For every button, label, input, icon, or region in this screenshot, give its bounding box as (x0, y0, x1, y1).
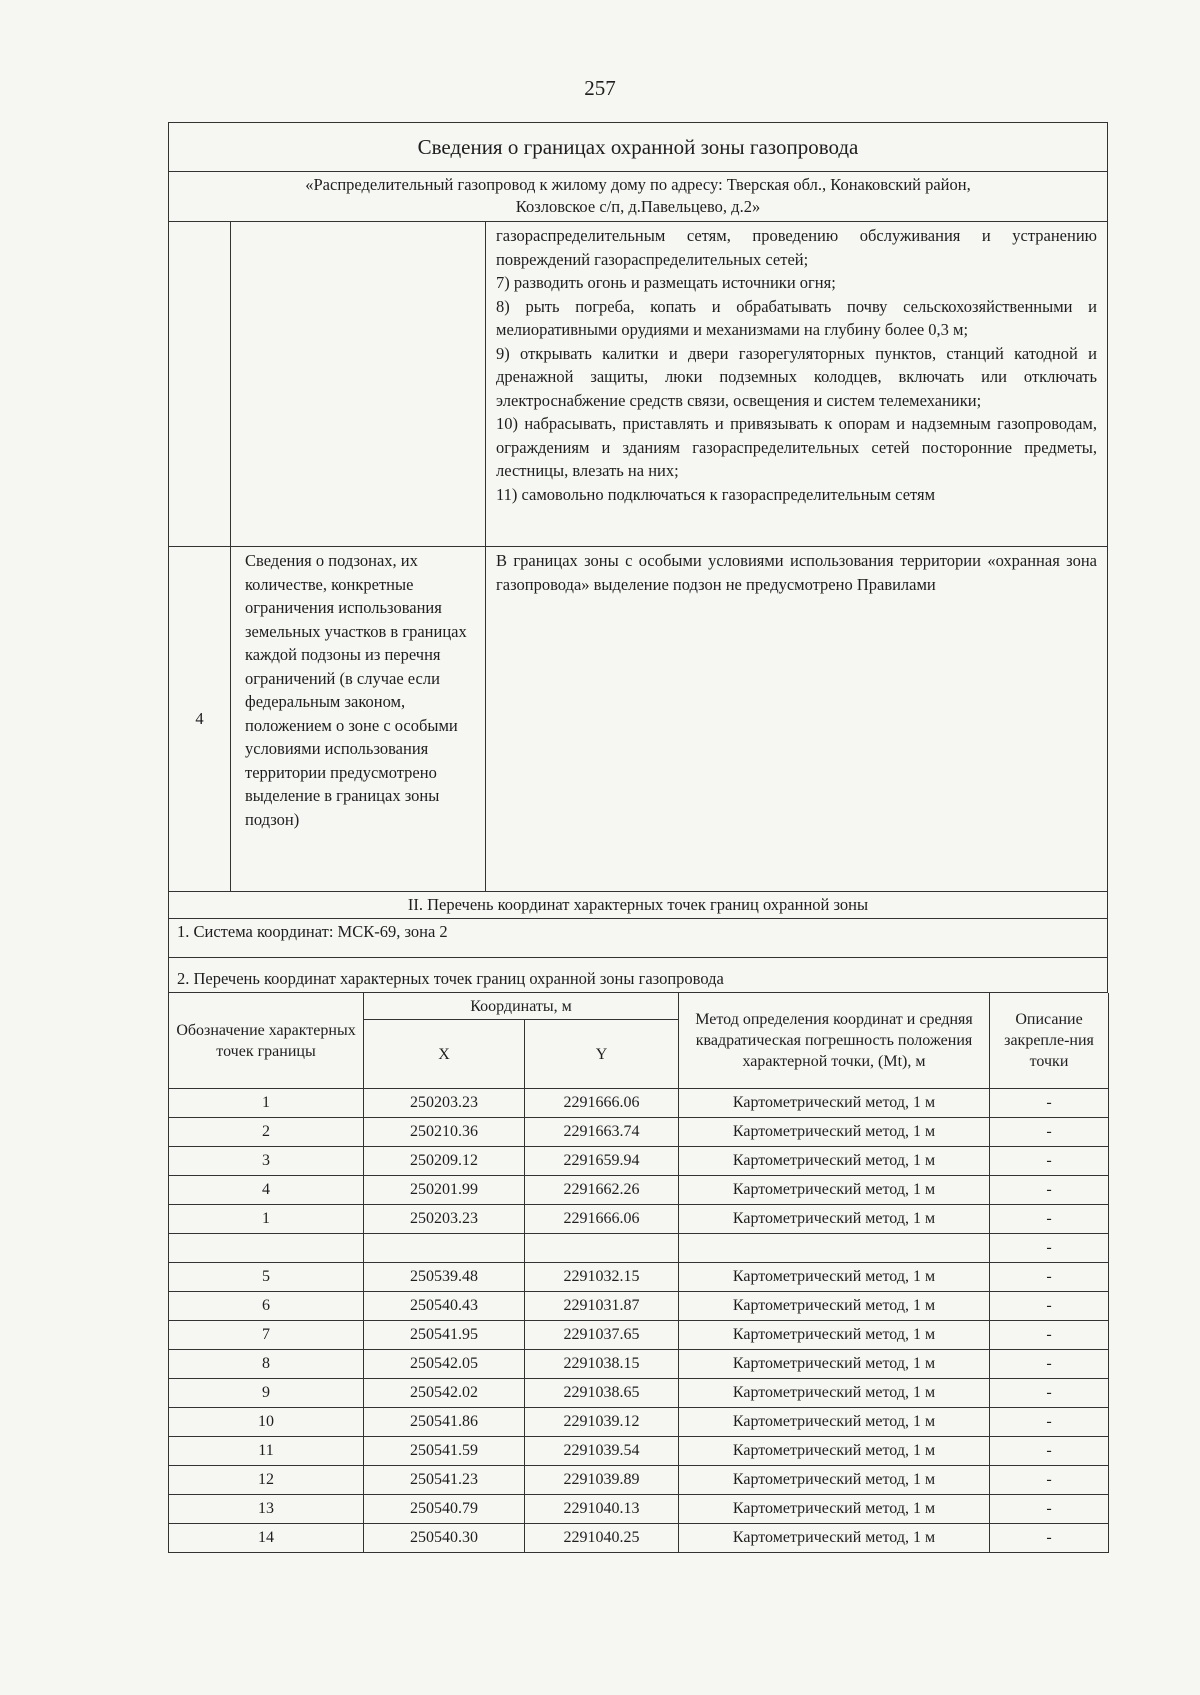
table-row (169, 1205, 1109, 1234)
method-cell: Картометрический метод, 1 м (679, 1524, 990, 1553)
method-cell: Картометрический метод, 1 м (679, 1147, 990, 1176)
method-cell: Картометрический метод, 1 м (679, 1379, 990, 1408)
description-cell: - (990, 1292, 1109, 1321)
table-row (169, 1089, 1109, 1118)
y-cell: 2291037.65 (525, 1321, 679, 1350)
point-cell: 4 (169, 1176, 364, 1205)
x-cell: 250203.23 (364, 1205, 525, 1234)
y-cell: 2291032.15 (525, 1263, 679, 1292)
point-cell: 1 (169, 1089, 364, 1118)
rule-item: газораспределительным сетям, проведению обслуживания и устранению повреждений газораспределительных сетей; (496, 226, 1097, 269)
x-cell: 250541.86 (364, 1408, 525, 1437)
coordinates-body (169, 1089, 1109, 1553)
y-cell: 2291662.26 (525, 1176, 679, 1205)
point-cell: 7 (169, 1321, 364, 1350)
point-cell: 6 (169, 1292, 364, 1321)
table-row (169, 1524, 1109, 1553)
point-cell (169, 1234, 364, 1263)
table-row (169, 1321, 1109, 1350)
point-cell: 13 (169, 1495, 364, 1524)
table-row (169, 1379, 1109, 1408)
table-row (169, 1292, 1109, 1321)
table-row (169, 1176, 1109, 1205)
point-cell: 14 (169, 1524, 364, 1553)
section-title: II. Перечень координат характерных точек границ охранной зоны (169, 892, 1108, 919)
coordinate-system: 1. Система координат: МСК-69, зона 2 (169, 919, 1108, 958)
continued-rules (486, 222, 1108, 547)
table-row (169, 1408, 1109, 1437)
table-row (169, 1466, 1109, 1495)
method-cell (679, 1234, 990, 1263)
description-header: Описание закрепле-ния точки (990, 993, 1109, 1089)
point-cell: 3 (169, 1147, 364, 1176)
x-cell: 250540.30 (364, 1524, 525, 1553)
designation-header: Обозначение характерных точек границы (169, 993, 364, 1089)
y-cell: 2291040.25 (525, 1524, 679, 1553)
y-cell: 2291038.65 (525, 1379, 679, 1408)
rule-item: 8) рыть погреба, копать и обрабатывать почву сельскохозяйственными и мелиоративными орудиями и механизмами на глубину более 0,3 м; (496, 296, 1097, 339)
rule-item: 10) набрасывать, приставлять и привязывать к опорам и надземным газопроводам, ограждениям и зданиям газораспределительных сетей посторонние предметы, лестницы, влезать на них; (496, 414, 1097, 480)
description-cell: - (990, 1524, 1109, 1553)
description-cell: - (990, 1466, 1109, 1495)
description-cell: - (990, 1118, 1109, 1147)
y-cell: 2291039.89 (525, 1466, 679, 1495)
method-cell: Картометрический метод, 1 м (679, 1089, 990, 1118)
method-cell: Картометрический метод, 1 м (679, 1350, 990, 1379)
description-cell: - (990, 1147, 1109, 1176)
description-cell: - (990, 1205, 1109, 1234)
object-name (169, 172, 1108, 222)
zone-info-table (168, 122, 1108, 993)
document-title: Сведения о границах охранной зоны газопровода (169, 123, 1108, 172)
point-cell: 8 (169, 1350, 364, 1379)
x-header: X (364, 1020, 525, 1089)
y-cell: 2291031.87 (525, 1292, 679, 1321)
table-row (169, 1234, 1109, 1263)
x-cell: 250541.23 (364, 1466, 525, 1495)
method-cell: Картометрический метод, 1 м (679, 1495, 990, 1524)
x-cell: 250541.59 (364, 1437, 525, 1466)
point-cell: 11 (169, 1437, 364, 1466)
description-cell: - (990, 1089, 1109, 1118)
description-cell: - (990, 1437, 1109, 1466)
x-cell (364, 1234, 525, 1263)
rule-item: 9) открывать калитки и двери газорегуляторных пунктов, станций катодной и дренажной защиты, люки подземных колодцев, включать или отключать электроснабжение средств связи, освещения и систем телемеханики; (496, 343, 1097, 410)
point-cell: 10 (169, 1408, 364, 1437)
y-cell: 2291666.06 (525, 1089, 679, 1118)
description-cell: - (990, 1350, 1109, 1379)
method-cell: Картометрический метод, 1 м (679, 1118, 990, 1147)
method-cell: Картометрический метод, 1 м (679, 1408, 990, 1437)
method-cell: Картометрический метод, 1 м (679, 1205, 990, 1234)
x-cell: 250542.05 (364, 1350, 525, 1379)
point-cell: 9 (169, 1379, 364, 1408)
description-cell: - (990, 1234, 1109, 1263)
method-cell: Картометрический метод, 1 м (679, 1466, 990, 1495)
y-cell: 2291038.15 (525, 1350, 679, 1379)
y-cell: 2291040.13 (525, 1495, 679, 1524)
y-header: Y (525, 1020, 679, 1089)
object-name-line2: Козловское с/п, д.Павельцево, д.2» (515, 197, 761, 216)
continued-row-number (169, 222, 231, 547)
rule-item: 7) разводить огонь и размещать источники огня; (496, 273, 836, 292)
description-cell: - (990, 1379, 1109, 1408)
x-cell: 250539.48 (364, 1263, 525, 1292)
description-cell: - (990, 1321, 1109, 1350)
y-cell: 2291039.54 (525, 1437, 679, 1466)
continued-row-name (231, 222, 486, 547)
coordinates-header: Координаты, м (364, 993, 679, 1020)
point-cell: 1 (169, 1205, 364, 1234)
method-cell: Картометрический метод, 1 м (679, 1176, 990, 1205)
point-cell: 5 (169, 1263, 364, 1292)
table-row (169, 1118, 1109, 1147)
description-cell: - (990, 1263, 1109, 1292)
coordinates-table (168, 993, 1109, 1553)
method-cell: Картометрический метод, 1 м (679, 1321, 990, 1350)
x-cell: 250201.99 (364, 1176, 525, 1205)
method-header: Метод определения координат и средняя квадратическая погрешность положения характерной точки, (Mt), м (679, 993, 990, 1089)
y-cell: 2291663.74 (525, 1118, 679, 1147)
table-row (169, 1263, 1109, 1292)
table-row (169, 1495, 1109, 1524)
table-row (169, 1437, 1109, 1466)
description-cell: - (990, 1176, 1109, 1205)
method-cell: Картометрический метод, 1 м (679, 1437, 990, 1466)
protection-zone-document (168, 122, 1108, 1553)
point-cell: 2 (169, 1118, 364, 1147)
method-cell: Картометрический метод, 1 м (679, 1263, 990, 1292)
table-row (169, 1350, 1109, 1379)
table-row (169, 1147, 1109, 1176)
x-cell: 250203.23 (364, 1089, 525, 1118)
method-cell: Картометрический метод, 1 м (679, 1292, 990, 1321)
x-cell: 250540.79 (364, 1495, 525, 1524)
object-name-line1: «Распределительный газопровод к жилому дому по адресу: Тверская обл., Конаковский район, (305, 175, 971, 194)
page-number: 257 (584, 76, 616, 100)
y-cell: 2291039.12 (525, 1408, 679, 1437)
coordinates-list-title: 2. Перечень координат характерных точек границ охранной зоны газопровода (169, 958, 1108, 993)
y-cell: 2291666.06 (525, 1205, 679, 1234)
rule-item: 11) самовольно подключаться к газораспределительным сетям (496, 484, 936, 504)
y-cell (525, 1234, 679, 1263)
x-cell: 250209.12 (364, 1147, 525, 1176)
x-cell: 250541.95 (364, 1321, 525, 1350)
row-value: В границах зоны с особыми условиями использования территории «охранная зона газопровода» выделение подзон не предусмотрено Правилами (486, 547, 1108, 892)
row-name: Сведения о подзонах, их количестве, конкретные ограничения использования земельных участков в границах каждой подзоны из перечня ограничений (в случае если федеральным законом, положением о зоне с особыми условиями использования территории предусмотрено выделение в границах зоны подзон) (231, 547, 486, 892)
description-cell: - (990, 1408, 1109, 1437)
x-cell: 250542.02 (364, 1379, 525, 1408)
row-number: 4 (169, 547, 231, 892)
description-cell: - (990, 1495, 1109, 1524)
x-cell: 250210.36 (364, 1118, 525, 1147)
y-cell: 2291659.94 (525, 1147, 679, 1176)
point-cell: 12 (169, 1466, 364, 1495)
x-cell: 250540.43 (364, 1292, 525, 1321)
